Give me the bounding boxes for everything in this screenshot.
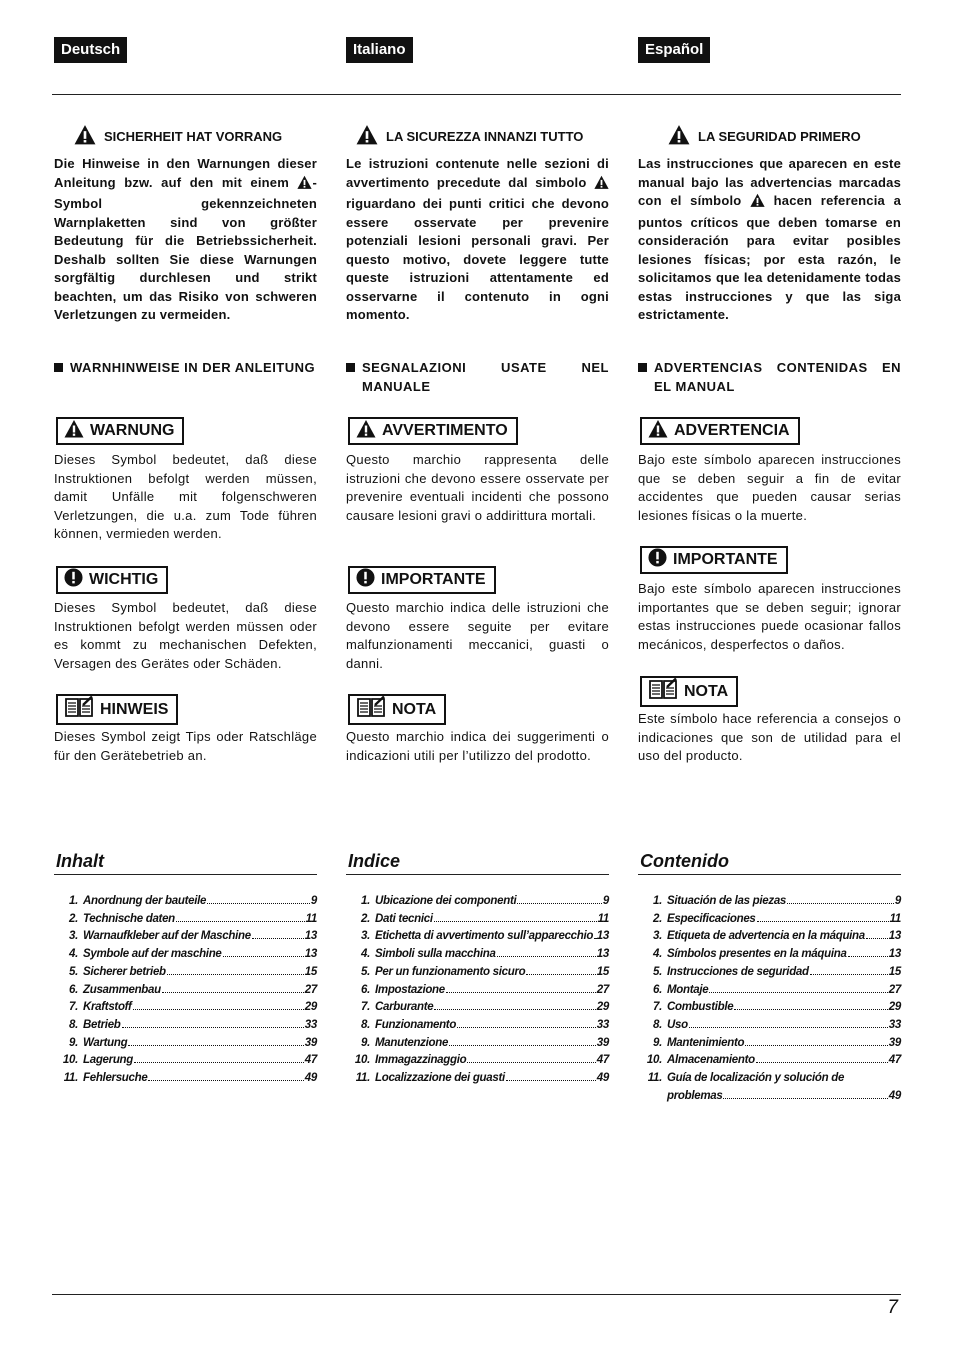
toc-title: Inhalt	[56, 851, 104, 871]
safety-title: LA SEGURIDAD PRIMERO	[698, 129, 861, 144]
toc-item[interactable]: 11. Fehlersuche 49	[63, 1072, 317, 1085]
note-box: HINWEIS	[56, 694, 178, 725]
toc-title: Contenido	[640, 851, 729, 871]
toc-list	[638, 893, 901, 1105]
toc-item[interactable]: 11. Guía de localización y solución de problemas 49	[647, 1072, 901, 1102]
warning-triangle-icon	[74, 124, 104, 149]
important-description: Questo marchio indica delle istruzioni che devono essere seguite per evitare malfunzionamenti meccanici, guasti o danni.	[346, 600, 609, 671]
toc-item[interactable]: 7. Carburante 29	[361, 1001, 609, 1014]
toc-item[interactable]: 2. Dati tecnici 11	[361, 912, 609, 925]
section-heading: WARNHINWEISE IN DER ANLEITUNG	[54, 359, 317, 378]
exclamation-circle-icon	[648, 548, 671, 572]
section-heading: SEGNALAZIONI USATE NEL MANUALE	[346, 359, 609, 396]
warning-description: Bajo este símbolo aparecen instrucciones que se deben seguir a fin de evitar accidentes que pueden causar serias lesiones físicas o la muerte.	[638, 452, 901, 523]
note-box: NOTA	[348, 694, 446, 725]
warning-triangle-icon	[64, 419, 88, 444]
toc-item[interactable]: 11. Localizzazione dei guasti 49	[355, 1072, 609, 1085]
toc-item[interactable]: 3. Warnaufkleber auf der Maschine 13	[69, 930, 317, 943]
note-book-icon	[356, 696, 390, 723]
note-description: Este símbolo hace referencia a consejos o indicaciones que son de utilidad para el uso del producto.	[638, 711, 901, 763]
safety-heading	[668, 124, 861, 149]
note-description: Questo marchio indica dei suggerimenti o indicazioni utili per l’utilizzo del prodotto.	[346, 729, 609, 763]
language-tab: Español	[638, 37, 710, 63]
toc-item[interactable]: 5. Per un funzionamento sicuro 15	[361, 965, 609, 978]
toc-item[interactable]: 9. Manutenzione 39	[361, 1036, 609, 1049]
toc-item[interactable]: 10. Immagazzinaggio 47	[354, 1054, 609, 1067]
toc-item[interactable]: 9. Wartung 39	[69, 1036, 317, 1049]
important-box: WICHTIG	[56, 566, 168, 594]
important-box: IMPORTANTE	[348, 566, 496, 594]
important-box: IMPORTANTE	[640, 546, 788, 574]
toc-rule	[346, 874, 609, 875]
safety-title: LA SICUREZZA INNANZI TUTTO	[386, 129, 584, 144]
toc-item[interactable]: 2. Technische daten 11	[69, 912, 317, 925]
toc-rule	[54, 874, 317, 875]
note-book-icon	[64, 696, 98, 723]
safety-heading	[74, 124, 282, 149]
warning-box: AVVERTIMENTO	[348, 417, 518, 445]
page-number: 7	[887, 1297, 898, 1318]
toc-item[interactable]: 4. Símbolos presentes en la máquina 13	[653, 948, 901, 961]
safety-intro: Die Hinweise in den Warnungen dieser Anleitung bzw. auf den mit einem -Symbol gekennzeichneten Warnplaketten sind von größter Bedeutung für die Betriebssicherheit. Deshalb sollten Sie diese Warnungen sorgfältig durchlesen und strikt beachten, um das Risiko von schweren Verletzungen zu vermeiden.	[54, 156, 317, 322]
note-box: NOTA	[640, 676, 738, 707]
section-heading: ADVERTENCIAS CONTENIDAS EN EL MANUAL	[638, 359, 901, 396]
toc-item[interactable]: 5. Sicherer betrieb 15	[69, 965, 317, 978]
toc-item[interactable]: 4. Symbole auf der maschine 13	[69, 948, 317, 961]
toc-item[interactable]: 6. Impostazione 27	[361, 983, 609, 996]
toc-item[interactable]: 1. Anordnung der bauteile 9	[69, 895, 317, 907]
note-book-icon	[648, 678, 682, 705]
warning-description: Dieses Symbol bedeutet, daß diese Instruktionen befolgt werden müssen, damit Unfälle mit folgenschweren Verletzungen, die u.a. zum Tode führen können, vermieden werden.	[54, 452, 317, 541]
toc-item[interactable]: 2. Especificaciones 11	[653, 912, 901, 925]
safety-heading	[356, 124, 583, 149]
safety-intro: Las instrucciones que aparecen en este manual bajo las advertencias marcadas con el símbolo hacen referencia a puntos críticos que deben tomarse en consideración para evitar posibles lesiones físicas; por esta razón, le solicitamos que lea detenidamente todas estas instrucciones y que las siga estrictamente.	[638, 156, 901, 322]
warning-triangle-icon	[297, 175, 312, 196]
warning-description: Questo marchio rappresenta delle istruzioni che devono essere osservate per prevenire eventuali incidenti che possono causare lesioni gravi o addirittura mortali.	[346, 452, 609, 523]
toc-item[interactable]: 7. Combustible 29	[653, 1001, 901, 1014]
safety-intro: Le istruzioni contenute nelle sezioni di avvertimento precedute dal simbolo riguardano dei punti critici che devono essere osservate per prevenire potenziali lesioni personali gravi. Per questo motivo, dovete leggere tutte queste istruzioni attentamente ed osservarne il contenuto in ogni momento.	[346, 156, 609, 322]
toc-item[interactable]: 3. Etiqueta de advertencia en la máquina 13	[653, 930, 901, 943]
toc-list	[54, 893, 317, 1088]
toc-rule	[638, 874, 901, 875]
warning-triangle-icon	[648, 419, 672, 444]
column-espanol	[638, 0, 901, 1348]
toc-item[interactable]: 4. Simboli sulla macchina 13	[361, 948, 609, 961]
warning-triangle-icon	[750, 193, 765, 214]
important-description: Bajo este símbolo aparecen instrucciones importantes que se deben seguir; ignorar estas instrucciones puede ocasionar fallos mecánicos, desperfectos o daños.	[638, 581, 901, 652]
note-description: Dieses Symbol zeigt Tips oder Ratschläge für den Gerätebetrieb an.	[54, 729, 317, 763]
warning-triangle-icon	[594, 175, 609, 196]
toc-item[interactable]: 10. Lagerung 47	[62, 1054, 317, 1067]
exclamation-circle-icon	[356, 568, 379, 592]
toc-item[interactable]: 1. Ubicazione dei componenti 9	[361, 895, 609, 907]
important-description: Dieses Symbol bedeutet, daß diese Instruktionen befolgt werden müssen oder es kommt zu mechanischen Defekten, Versagen des Gerätes oder Schäden.	[54, 600, 317, 671]
toc-item[interactable]: 8. Betrieb 33	[69, 1018, 317, 1031]
toc-item[interactable]: 7. Kraftstoff 29	[69, 1001, 317, 1014]
toc-list	[346, 893, 609, 1088]
toc-item[interactable]: 1. Situación de las piezas 9	[653, 895, 901, 907]
safety-title: SICHERHEIT HAT VORRANG	[104, 129, 283, 144]
warning-triangle-icon	[356, 419, 380, 444]
warning-triangle-icon	[668, 124, 698, 149]
toc-item[interactable]: 9. Mantenimiento 39	[653, 1036, 901, 1049]
toc-item[interactable]: 8. Uso 33	[653, 1018, 901, 1031]
column-deutsch	[54, 0, 317, 1348]
column-italiano	[346, 0, 609, 1348]
toc-title: Indice	[348, 851, 401, 871]
toc-item[interactable]: 10. Almacenamiento 47	[646, 1054, 901, 1067]
toc-item[interactable]: 5. Instrucciones de seguridad 15	[653, 965, 901, 978]
toc-item[interactable]: 6. Zusammenbau 27	[69, 983, 317, 996]
toc-item[interactable]: 8. Funzionamento 33	[361, 1018, 609, 1031]
warning-box: ADVERTENCIA	[640, 417, 800, 445]
language-tab: Italiano	[346, 37, 413, 63]
warning-box: WARNUNG	[56, 417, 184, 445]
warning-triangle-icon	[356, 124, 386, 149]
language-tab: Deutsch	[54, 37, 127, 63]
toc-item[interactable]: 3. Etichetta di avvertimento sull’apparecchio 13	[361, 930, 609, 943]
toc-item[interactable]: 6. Montaje 27	[653, 983, 901, 996]
exclamation-circle-icon	[64, 568, 87, 592]
